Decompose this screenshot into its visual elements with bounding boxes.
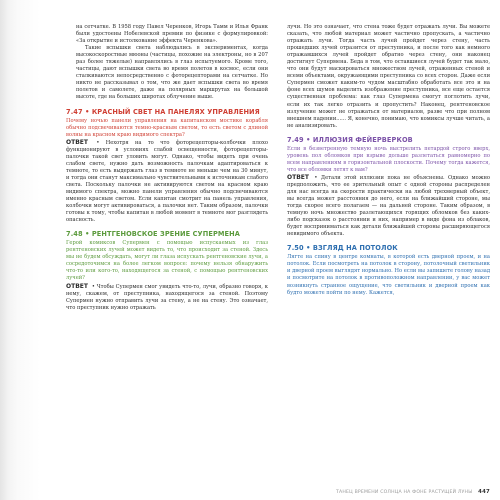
section-title: КРАСНЫЙ СВЕТ НА ПАНЕЛЯХ УПРАВЛЕНИЯ bbox=[91, 107, 260, 116]
bullet-icon: • bbox=[306, 135, 311, 144]
section-heading-7-47 bbox=[66, 108, 268, 116]
left-intro bbox=[76, 24, 268, 102]
left-column bbox=[66, 24, 268, 312]
question-text: Если в безветренную темную ночь выстрелить петардой строго вверх, уровень пол обломков при взрыве дольше разлетаться равномерно по всем направлениям в горизонтальной плоскости. Почему тогда кажется, что все обломки летят к вам? bbox=[287, 145, 490, 173]
bullet-icon: • bbox=[306, 244, 311, 253]
section-heading-7-49 bbox=[287, 136, 490, 144]
question-text: Почему ночью панели управления на капитанском мостике корабля обычно подсвечиваются темно-красным светом, то есть светом с длиной волны на красном краю видимого спектра? bbox=[66, 117, 268, 138]
paragraph: на сетчатке. В 1958 году Павел Черенков, Игорь Тамм и Илья Франк были удостоены Нобелевской премии по физике с формулировкой: «За открытие и истолкование эффекта Черенкова». bbox=[76, 24, 268, 45]
running-title: ТАНЕЦ ВРЕМЕНИ СОЛНЦА НА ФОНЕ РАСТУЩЕЙ ЛУНЫ bbox=[336, 490, 473, 495]
answer-bullet-icon: • bbox=[96, 139, 100, 146]
paragraph: лучи. Но это означает, что стена тоже будет отражать лучи. Вы можете сказать, что любой материал может частично пропускать, а частично отражать лучи. Тогда часть лучей пройдет через стену, часть прошедших лучей отразится от преступника, и после того как немного отражавшихся лучей пройдет обратно через стену, они наконец достигнут Супермена. Беда в том, что оставшиеся лучей будет так мало, что они будут маскироваться множеством лучей, отраженных стеной и всеми объектами, окружающими преступника со всех сторон. Даже если Супермен сможет каким-то чудом масштабно обработать все это и на фоне всех шумов выделить изображение преступника, все еще остается существенная проблема: как глаз Супермена смогут поглотить лучи, если их так легко отразить и пропустить? Наконец, рентгеновское излучение может не отражаться от материалов, разве что при полном внешнем падении...... Я, конечно, понимаю, что комиксы лучше читать, а не анализировать. bbox=[287, 24, 490, 129]
section-heading-7-48 bbox=[66, 230, 268, 238]
section-number: 7.49 bbox=[287, 135, 304, 144]
answer-paragraph bbox=[66, 139, 268, 225]
answer-text: Чтобы Супермен смог увидеть что-то, лучи, образно говоря, к нему, скажем, от преступника, находящегося за стеной. Поэтому Супермен нужно отправить лучи за стену, а не на стену. Это означает, что преступник нужно отражать bbox=[66, 283, 268, 311]
bullet-icon: • bbox=[85, 107, 90, 116]
section-number: 7.50 bbox=[287, 244, 304, 253]
answer-bullet-icon: • bbox=[91, 283, 95, 290]
right-column bbox=[287, 24, 490, 297]
answer-paragraph bbox=[287, 174, 490, 238]
answer-text: Детали этой иллюзии пока не объяснены. Однако можно предположить, что ее зрительный опыт с одной стороны распределен для нас всегда на скорости практически на любой трехмерный объект, вы всегда может расстояния до него, если на ближайший стороне, мы тогда скорее всего полагаем — на дальней стороне. Таким образом, в темную ночь множество разлетающихся горящих обломков без каких-либо подсказок о расстоянии и них, например в виде фона из облаков, будет восприниматься как детали ближайшей стороны расширяющегося невидимого объекта. bbox=[287, 174, 491, 238]
answer-text: Нехотря на то что фоторецепторы-колбочки плохо функционируют в условиях слабой освещенности, фоторецепторы-палочки такой свет уловить могут. Однако, чтобы видеть при очень слабом свете, нужно дать возможность палочкам адаптироваться к темноте, то есть выдержать глаз в темноте не меньше чем на 30 минут, и тогда они станут максимально чувствительными к источникам слабого света. Поскольку палочки не активируются светом на красном краю видимого спектра, можно панели управления обычно подсвечиваются именно красным светом. Если капитан смотрит на панель управления, колбочки могут активироваться, а палочки нет. Таким образом, палочки готовы к тому, чтобы капитан в любой момент в темноте мог разглядеть опасность. bbox=[66, 139, 268, 224]
section-number: 7.48 bbox=[66, 230, 83, 239]
section-heading-7-50 bbox=[287, 244, 490, 252]
section-number: 7.47 bbox=[66, 107, 83, 116]
paragraph: Такие вспышки света наблюдались в экспериментах, когда высокоскоростные мюоны (частицы, похожие на электроны, но в 207 раз более тяжелые) направлялись в глаз испытуемого. Кроме того, частицы, дают вспышки света во время полетов в космос, если они сталкиваются непосредственно с фоторецепторами на сетчатке. Но никто не рассказывал о том, что же дает вспышки света во время полетов и самолете, даже на полярных маршрутах на большой высоте, где на больших широтах облучение выше. bbox=[76, 45, 268, 101]
answer-label: ОТВЕТ bbox=[66, 282, 88, 290]
answer-bullet-icon: • bbox=[314, 174, 318, 181]
section-title: ВЗГЛЯД НА ПОТОЛОК bbox=[312, 244, 398, 253]
section-title: ИЛЛЮЗИЯ ФЕЙЕРВЕРКОВ bbox=[312, 135, 413, 144]
section-title: РЕНТГЕНОВСКОЕ ЗРЕНИЕ СУПЕРМЕНА bbox=[91, 230, 240, 239]
answer-label: ОТВЕТ bbox=[66, 138, 88, 146]
page-footer bbox=[300, 489, 490, 495]
answer-paragraph bbox=[66, 283, 268, 312]
bullet-icon: • bbox=[85, 230, 90, 239]
page-number: 447 bbox=[478, 489, 490, 495]
question-text: Герой комиксов Супермен с помощью испускаемых из глаз рентгеновских лучей может видеть то, что происходит за стеной. Здесь мы не будем обсуждать, могут ли глаза испускать рентгеновские лучи, а сосредоточимся на более легком вопросе: почему нельзя обнаружить что-то или кого-то, находящегося за стеной, с помощью рентгеновских лучей? bbox=[66, 240, 268, 282]
answer-label: ОТВЕТ bbox=[287, 173, 309, 181]
question-text: Лягте на спину в центре комнаты, в которой есть дверной проем, и на потолок. Если посмотреть на потолок в сторону, потолочный светильник и дверной проем выглядят нормально. Но если вы запишете голову назад и посмотрите на потолок в противоположном направлении, у вас может возникнуть странное ощущение, что светильник и дверной проем как будто можете пойти по нему. Кажется, bbox=[287, 254, 490, 296]
